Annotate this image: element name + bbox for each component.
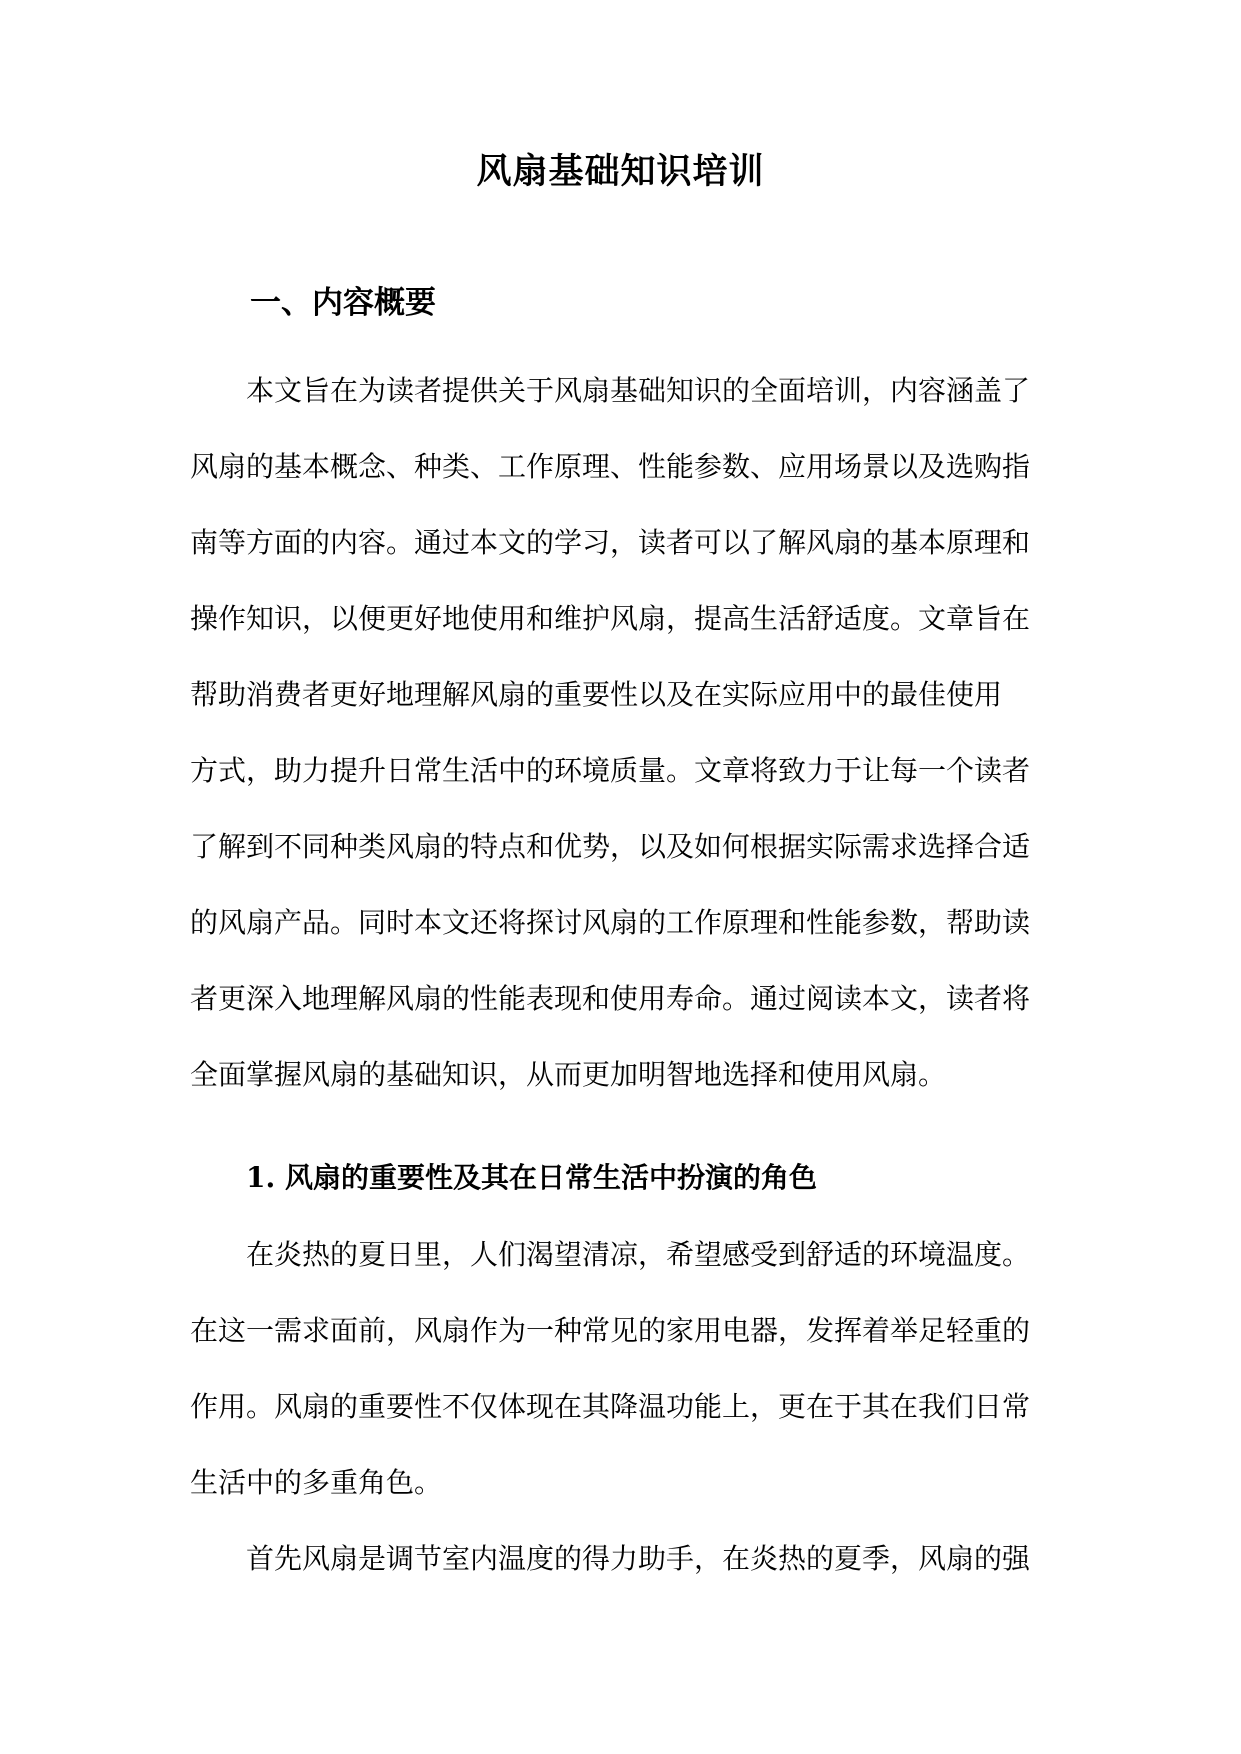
paragraph-line: 操作知识，以便更好地使用和维护风扇，提高生活舒适度。文章旨在	[190, 602, 1031, 635]
subsection-paragraph-1	[190, 1217, 1050, 1521]
subsection-heading: 1. 风扇的重要性及其在日常生活中扮演的角色	[246, 1161, 817, 1194]
paragraph-line: 生活中的多重角色。	[190, 1466, 443, 1499]
paragraph-line: 全面掌握风扇的基础知识，从而更加明智地选择和使用风扇。	[190, 1058, 947, 1091]
paragraph-line: 帮助消费者更好地理解风扇的重要性以及在实际应用中的最佳使用	[190, 678, 1003, 711]
paragraph-line: 首先风扇是调节室内温度的得力助手，在炎热的夏季，风扇的强	[246, 1542, 1031, 1575]
subsection-paragraph-2	[190, 1521, 1050, 1597]
paragraph-line: 风扇的基本概念、种类、工作原理、性能参数、应用场景以及选购指	[190, 450, 1031, 483]
paragraph-line: 在炎热的夏日里，人们渴望清凉，希望感受到舒适的环境温度。	[246, 1238, 1031, 1271]
paragraph-line: 了解到不同种类风扇的特点和优势，以及如何根据实际需求选择合适	[190, 830, 1031, 863]
paragraph-line: 的风扇产品。同时本文还将探讨风扇的工作原理和性能参数，帮助读	[190, 906, 1031, 939]
paragraph-line: 作用。风扇的重要性不仅体现在其降温功能上，更在于其在我们日常	[190, 1390, 1031, 1423]
section-heading: 一、内容概要	[250, 285, 436, 321]
paragraph-line: 本文旨在为读者提供关于风扇基础知识的全面培训，内容涵盖了	[246, 374, 1031, 407]
paragraph-line: 方式，助力提升日常生活中的环境质量。文章将致力于让每一个读者	[190, 754, 1031, 787]
document-title: 风扇基础知识培训	[476, 151, 765, 192]
paragraph-line: 在这一需求面前，风扇作为一种常见的家用电器，发挥着举足轻重的	[190, 1314, 1031, 1347]
paragraph-line: 南等方面的内容。通过本文的学习，读者可以了解风扇的基本原理和	[190, 526, 1031, 559]
paragraph-line: 者更深入地理解风扇的性能表现和使用寿命。通过阅读本文，读者将	[190, 982, 1031, 1015]
section-1-paragraph	[190, 353, 1050, 1113]
